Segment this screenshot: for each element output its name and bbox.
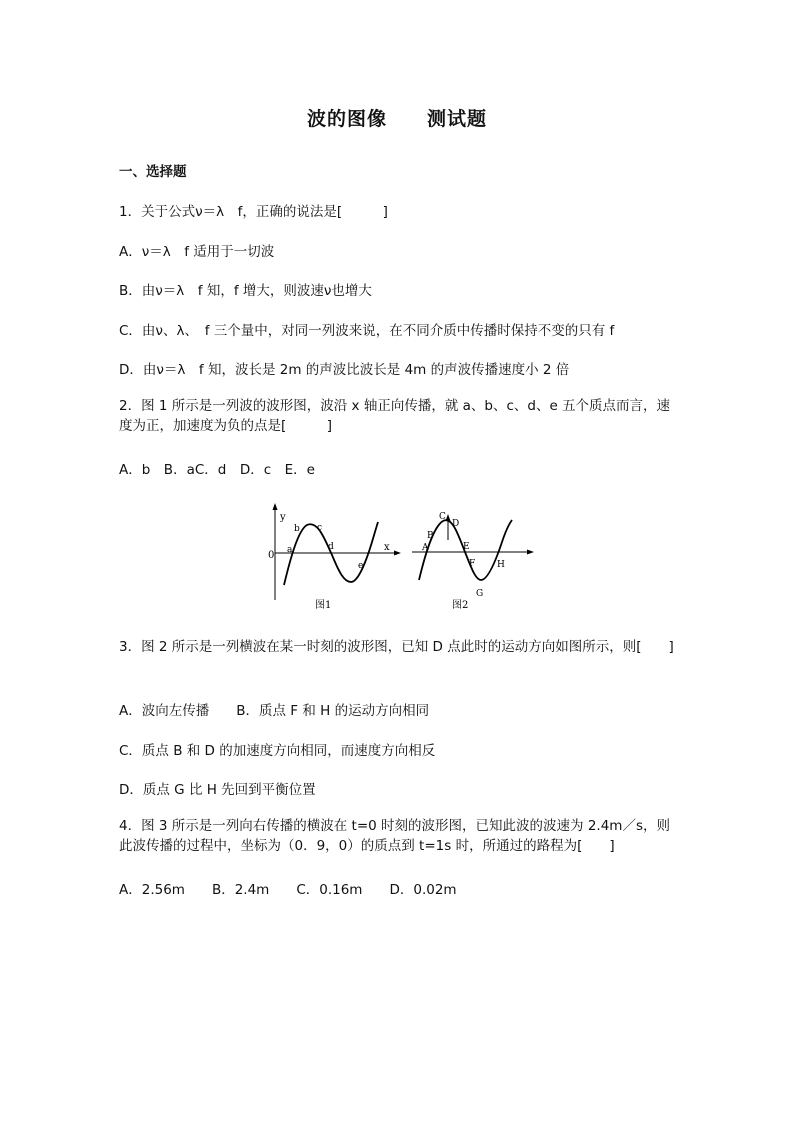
fig2-point-A: A xyxy=(422,543,429,553)
question-1-option-a: A．ν＝λ f 适用于一切波 xyxy=(119,244,275,260)
fig2-point-E: E xyxy=(463,542,470,552)
fig1-point-e: e xyxy=(358,561,364,571)
question-1-option-b: B．由ν＝λ f 知，f 增大，则波速ν也增大 xyxy=(119,283,372,299)
fig1-origin-label: 0 xyxy=(268,550,275,561)
question-3-option-c: C．质点 B 和 D 的加速度方向相同，而速度方向相反 xyxy=(119,743,436,759)
fig1-x-arrow xyxy=(394,551,401,556)
wave-figures xyxy=(260,500,550,618)
fig2-point-H: H xyxy=(497,560,505,570)
figure-2 xyxy=(412,512,534,611)
question-2-stem: 2．图 1 所示是一列波的波形图，波沿 x 轴正向传播，就 a、b、c、d、e 五个质点而言，速度为正，加速度为负的点是[ ] xyxy=(119,398,671,434)
fig2-point-F: F xyxy=(469,559,476,569)
fig1-point-d: d xyxy=(328,542,334,552)
question-1-stem: 1．关于公式ν＝λ f，正确的说法是[ ] xyxy=(119,204,388,220)
fig2-point-B: B xyxy=(427,531,434,541)
fig1-point-b: b xyxy=(294,524,300,534)
fig1-y-label: y xyxy=(280,512,286,523)
question-3-option-d: D．质点 G 比 H 先回到平衡位置 xyxy=(119,782,316,798)
fig2-point-G: G xyxy=(476,589,484,599)
question-4-stem: 4．图 3 所示是一列向右传播的横波在 t=0 时刻的波形图，已知此波的波速为 2.4m／s，则此波传播的过程中，坐标为（0．9，0）的质点到 t=1s 时，所通过的路程为[ ] xyxy=(119,818,670,854)
question-3-stem: 3．图 2 所示是一列横波在某一时刻的波形图，已知 D 点此时的运动方向如图所示，则[ ] xyxy=(119,639,674,655)
fig1-point-a: a xyxy=(287,545,293,555)
question-2-options: A．b B．aC．d D．c E．e xyxy=(119,462,315,478)
fig1-x-label: x xyxy=(384,542,390,553)
fig1-caption: 图1 xyxy=(315,600,332,611)
question-4-options: A．2.56m B．2.4m C．0.16m D．0.02m xyxy=(119,882,457,898)
section-heading: 一、选择题 xyxy=(119,164,187,180)
figure-1 xyxy=(268,503,401,611)
question-3-options-ab: A．波向左传播 B．质点 F 和 H 的运动方向相同 xyxy=(119,703,430,719)
fig2-d-arrowhead xyxy=(446,514,451,521)
fig2-point-C: C xyxy=(439,512,446,522)
fig1-point-c: c xyxy=(317,523,323,533)
question-1-option-d: D．由ν＝λ f 知，波长是 2m 的声波比波长是 4m 的声波传播速度小 2 倍 xyxy=(119,362,570,378)
fig2-point-D: D xyxy=(452,519,460,529)
page-title: 波的图像 测试题 xyxy=(306,108,487,130)
fig1-y-arrow xyxy=(273,503,278,510)
fig2-caption: 图2 xyxy=(452,600,469,611)
fig2-x-arrow xyxy=(527,550,534,555)
question-1-option-c: C．由ν、λ、 f 三个量中，对同一列波来说，在不同介质中传播时保持不变的只有 f xyxy=(119,323,615,339)
